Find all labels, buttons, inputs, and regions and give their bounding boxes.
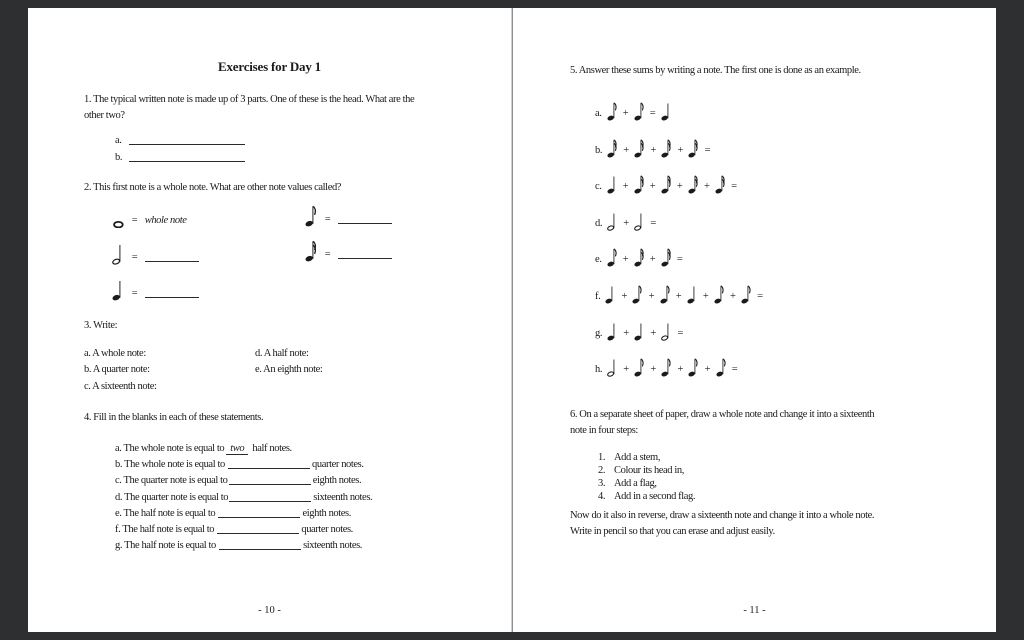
q5-sums xyxy=(595,96,768,389)
answer-blank-line xyxy=(145,287,199,298)
instruction-step xyxy=(598,452,695,465)
note-name-answer: whole note xyxy=(144,215,187,226)
plus-sign: + xyxy=(704,364,711,376)
plus-sign: + xyxy=(650,364,657,376)
half-note-icon xyxy=(607,356,618,377)
plus-sign: + xyxy=(622,254,629,266)
answer-blank-line xyxy=(338,213,392,224)
quarter-note-icon xyxy=(112,277,125,301)
sixteenth-note-icon xyxy=(634,137,645,158)
eighth-note-icon xyxy=(741,283,752,304)
equals-sign: = xyxy=(649,108,656,119)
q4-statements xyxy=(115,441,372,554)
plus-sign: + xyxy=(650,327,657,339)
fill-blank-statement: a. The whole note is equal to two half notes. xyxy=(115,443,292,454)
step-number: 1. xyxy=(598,452,606,463)
plus-sign: + xyxy=(676,181,683,193)
half-note-icon xyxy=(634,210,645,231)
equals-sign: = xyxy=(324,214,331,225)
sixteenth-note-icon xyxy=(305,238,318,262)
plus-sign: + xyxy=(648,290,655,302)
instruction-step xyxy=(598,465,695,478)
note-sum-row xyxy=(595,96,768,133)
plus-sign: + xyxy=(622,181,629,193)
write-note-item: b. A quarter note: xyxy=(84,364,150,376)
q1-blanks xyxy=(115,133,245,166)
q3-column-1 xyxy=(84,346,157,395)
plus-sign: + xyxy=(677,144,684,156)
paragraph-line: Write in pencil so that you can erase and adjust easily. xyxy=(570,526,775,537)
fill-blank-statement: e. The half note is equal to eighth notes. xyxy=(115,507,351,519)
plus-sign: + xyxy=(623,364,630,376)
eighth-note-icon xyxy=(714,283,725,304)
answer-blank-line xyxy=(129,151,245,162)
note-equation-row xyxy=(305,202,392,237)
quarter-note-icon xyxy=(607,320,618,341)
paragraph-line: 1. The typical written note is made up of 3 parts. One of these is the head. What are the xyxy=(84,94,415,105)
eighth-note-icon xyxy=(607,100,618,121)
q6-steps xyxy=(598,452,695,504)
q2-right-column xyxy=(305,202,392,272)
note-sum-row xyxy=(595,316,768,353)
page-number-right: - 11 - xyxy=(743,605,766,616)
note-equation-row xyxy=(112,240,199,277)
sixteenth-note-icon xyxy=(715,173,726,194)
sixteenth-note-icon xyxy=(661,173,672,194)
question-5-text: 5. Answer these sums by writing a note. The first one is done as an example. xyxy=(570,65,861,76)
equals-sign: = xyxy=(757,290,763,302)
plus-sign: + xyxy=(729,290,736,302)
q2-left-column xyxy=(112,203,199,313)
note-sum-row xyxy=(595,279,768,316)
whole-note-icon xyxy=(112,204,125,228)
sixteenth-note-icon xyxy=(607,137,618,158)
equals-sign: = xyxy=(650,217,657,229)
step-text: Add in a second flag. xyxy=(614,490,696,502)
step-text: Colour its head in, xyxy=(614,464,684,476)
question-6-outro xyxy=(570,508,874,540)
eighth-note-icon xyxy=(716,356,727,377)
eighth-note-icon xyxy=(634,100,645,121)
sum-label: g. xyxy=(595,327,603,339)
write-note-item: d. A half note: xyxy=(255,348,309,359)
equals-sign: = xyxy=(131,288,138,299)
sixteenth-note-icon xyxy=(661,246,672,267)
quarter-note-icon xyxy=(607,173,618,194)
answer-blank-line xyxy=(218,507,300,518)
sixteenth-note-icon xyxy=(661,137,672,158)
note-sum-row xyxy=(595,133,768,170)
step-text: Add a flag, xyxy=(614,477,657,489)
answer-blank-line xyxy=(129,134,245,145)
plus-sign: + xyxy=(677,364,684,376)
eighth-note-icon xyxy=(660,283,671,304)
plus-sign: + xyxy=(649,181,656,193)
sum-label: d. xyxy=(595,217,603,229)
eighth-note-icon xyxy=(607,246,618,267)
fill-blank-statement: b. The whole note is equal to quarter notes. xyxy=(115,459,364,471)
note-equation-row xyxy=(112,203,199,240)
question-2-text: 2. This first note is a whole note. What are other note values called? xyxy=(84,182,342,193)
question-3-text: 3. Write: xyxy=(84,320,118,331)
sum-label: a. xyxy=(595,108,602,119)
write-note-item: c. A sixteenth note: xyxy=(84,380,157,392)
sum-label: c. xyxy=(595,181,602,193)
equals-sign: = xyxy=(324,249,331,260)
plus-sign: + xyxy=(623,144,630,156)
quarter-note-icon xyxy=(634,320,645,341)
quarter-note-icon xyxy=(605,283,616,304)
instruction-step xyxy=(598,491,695,504)
paragraph-line: other two? xyxy=(84,110,125,121)
q3-column-2 xyxy=(255,346,322,379)
plus-sign: + xyxy=(622,108,629,119)
fill-blank-statement: f. The half note is equal to quarter notes. xyxy=(115,524,353,536)
half-note-icon xyxy=(607,210,618,231)
equals-sign: = xyxy=(676,254,683,266)
note-equation-row xyxy=(305,237,392,272)
write-note-item: a. A whole note: xyxy=(84,348,146,359)
plus-sign: + xyxy=(621,290,628,302)
page-left xyxy=(28,8,512,632)
plus-sign: + xyxy=(704,181,710,193)
equals-sign: = xyxy=(731,364,738,376)
page-title: Exercises for Day 1 xyxy=(218,59,321,74)
instruction-step xyxy=(598,478,695,491)
eighth-note-icon xyxy=(688,356,699,377)
step-number: 4. xyxy=(598,490,606,502)
sixteenth-note-icon xyxy=(688,173,699,194)
paragraph-line: note in four steps: xyxy=(570,425,638,436)
fill-blank-statement: c. The quarter note is equal to eighth notes. xyxy=(115,475,362,487)
blank-label: b. xyxy=(115,151,123,163)
answer-blank-line xyxy=(217,523,299,534)
answer-blank-line xyxy=(229,491,311,502)
answer-blank-line xyxy=(219,539,301,550)
question-6-text xyxy=(570,407,874,439)
quarter-note-icon xyxy=(661,100,672,121)
fill-blank-statement: g. The half note is equal to sixteenth notes. xyxy=(115,540,363,552)
note-equation-row xyxy=(112,276,199,313)
question-1-text xyxy=(84,92,414,124)
answer-blank-row xyxy=(115,133,245,150)
answer-blank-line xyxy=(228,458,310,469)
note-sum-row xyxy=(595,206,768,243)
eighth-note-icon xyxy=(661,356,672,377)
quarter-note-icon xyxy=(687,283,698,304)
plus-sign: + xyxy=(675,290,682,302)
fill-blank-statement: d. The quarter note is equal to sixteenth notes. xyxy=(115,491,373,503)
plus-sign: + xyxy=(623,217,630,229)
sum-label: b. xyxy=(595,144,603,156)
sixteenth-note-icon xyxy=(634,246,645,267)
document-spread xyxy=(28,8,996,632)
half-note-icon xyxy=(661,320,672,341)
sixteenth-note-icon xyxy=(634,173,645,194)
plus-sign: + xyxy=(649,254,656,266)
page-number-left: - 10 - xyxy=(258,605,281,616)
eighth-note-icon xyxy=(632,283,643,304)
equals-sign: = xyxy=(704,144,711,156)
plus-sign: + xyxy=(650,144,657,156)
note-sum-row xyxy=(595,242,768,279)
step-number: 2. xyxy=(598,464,606,476)
step-text: Add a stem, xyxy=(614,452,661,463)
sum-label: h. xyxy=(595,364,603,376)
paragraph-line: 6. On a separate sheet of paper, draw a whole note and change it into a sixteenth xyxy=(570,409,875,420)
eighth-note-icon xyxy=(634,356,645,377)
blank-label: a. xyxy=(115,135,122,146)
answer-blank-line xyxy=(145,251,199,262)
question-4-text: 4. Fill in the blanks in each of these statements. xyxy=(84,412,264,423)
equals-sign: = xyxy=(131,251,138,263)
answer-blank-line xyxy=(338,248,392,259)
sixteenth-note-icon xyxy=(688,137,699,158)
step-number: 3. xyxy=(598,477,606,489)
answer-blank-line xyxy=(229,474,311,485)
paragraph-line: Now do it also in reverse, draw a sixteenth note and change it into a whole note. xyxy=(570,510,875,521)
write-note-item: e. An eighth note: xyxy=(255,364,323,376)
equals-sign: = xyxy=(131,215,138,226)
eighth-note-icon xyxy=(305,203,318,227)
plus-sign: + xyxy=(702,290,709,302)
equals-sign: = xyxy=(677,327,684,339)
plus-sign: + xyxy=(623,327,630,339)
half-note-icon xyxy=(112,241,125,265)
sum-label: e. xyxy=(595,254,602,266)
filled-answer: two xyxy=(226,443,248,455)
page-right xyxy=(512,8,996,632)
equals-sign: = xyxy=(731,181,738,193)
sum-label: f. xyxy=(595,290,601,302)
answer-blank-row xyxy=(115,150,245,167)
note-sum-row xyxy=(595,169,768,206)
note-sum-row xyxy=(595,352,768,389)
